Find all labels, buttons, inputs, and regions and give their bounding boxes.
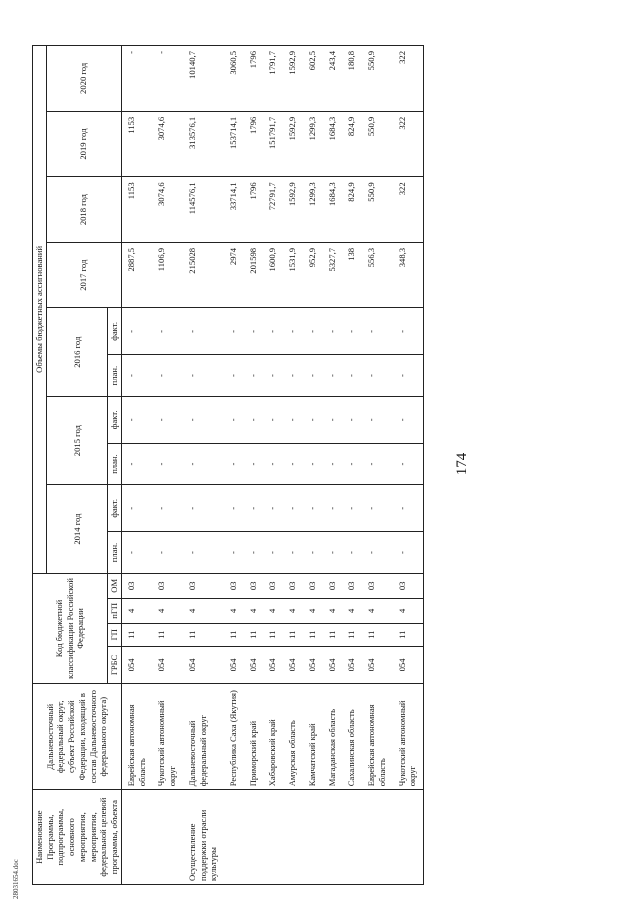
cell-fact-2015: - — [121, 396, 152, 443]
cell-fact-2016: - — [342, 308, 362, 355]
cell-2020: 3060,5 — [224, 46, 244, 112]
cell-grbs: 054 — [283, 646, 303, 683]
row-name: Осуществление поддержки отрасли культуры — [183, 790, 224, 885]
cell-fact-2014: - — [224, 485, 244, 532]
cell-om: 03 — [244, 573, 264, 598]
cell-2019: 151791,7 — [263, 111, 283, 177]
row-name — [224, 790, 244, 885]
cell-grbs: 054 — [121, 646, 152, 683]
cell-grbs: 054 — [303, 646, 323, 683]
cell-plan-2014: - — [152, 532, 182, 574]
row-region: Амурская область — [283, 684, 303, 790]
cell-om: 03 — [121, 573, 152, 598]
cell-plan-2015: - — [362, 443, 392, 485]
header-year-2016: 2016 год — [46, 308, 107, 396]
cell-plan-2016: - — [393, 355, 424, 397]
row-region: Магаданская область — [323, 684, 343, 790]
cell-fact-2014: - — [362, 485, 392, 532]
cell-2017: 556,3 — [362, 242, 392, 308]
header-year-2018: 2018 год — [46, 177, 121, 243]
cell-om: 03 — [263, 573, 283, 598]
cell-gp: 11 — [362, 623, 392, 646]
cell-plan-2015: - — [183, 443, 224, 485]
cell-plan-2014: - — [303, 532, 323, 574]
cell-2019: 824,9 — [342, 111, 362, 177]
cell-fact-2015: - — [152, 396, 182, 443]
table-row — [323, 46, 343, 885]
cell-fact-2016: - — [152, 308, 182, 355]
row-name — [244, 790, 264, 885]
cell-plan-2014: - — [393, 532, 424, 574]
cell-fact-2014: - — [263, 485, 283, 532]
header-year-2019: 2019 год — [46, 111, 121, 177]
table-row — [152, 46, 182, 885]
cell-plan-2016: - — [303, 355, 323, 397]
header-volumes-group: Объемы бюджетных ассигнований — [33, 46, 47, 574]
cell-2017: 1106,9 — [152, 242, 182, 308]
cell-fact-2016: - — [121, 308, 152, 355]
cell-plan-2016: - — [224, 355, 244, 397]
row-name — [393, 790, 424, 885]
cell-pgp: 4 — [303, 598, 323, 623]
cell-fact-2016: - — [183, 308, 224, 355]
row-name — [323, 790, 343, 885]
row-name — [303, 790, 323, 885]
header-fact-2016: факт. — [108, 308, 122, 355]
header-fact-2015: факт. — [108, 396, 122, 443]
cell-fact-2015: - — [303, 396, 323, 443]
header-plan-2016: план. — [108, 355, 122, 397]
cell-grbs: 054 — [342, 646, 362, 683]
cell-pgp: 4 — [263, 598, 283, 623]
header-region-column: Дальневосточный федеральный округ, субъект Российской Федерации, входящий в состав Дальневосточного федерального округа) — [33, 684, 122, 790]
cell-fact-2016: - — [224, 308, 244, 355]
cell-2018: 824,9 — [342, 177, 362, 243]
cell-2020: 180,8 — [342, 46, 362, 112]
cell-2018: 1153 — [121, 177, 152, 243]
cell-fact-2015: - — [283, 396, 303, 443]
cell-plan-2016: - — [263, 355, 283, 397]
cell-plan-2014: - — [283, 532, 303, 574]
cell-plan-2016: - — [244, 355, 264, 397]
cell-2017: 5327,7 — [323, 242, 343, 308]
cell-grbs: 054 — [224, 646, 244, 683]
table-row — [303, 46, 323, 885]
cell-om: 03 — [152, 573, 182, 598]
cell-2018: 550,9 — [362, 177, 392, 243]
cell-fact-2016: - — [283, 308, 303, 355]
cell-fact-2016: - — [263, 308, 283, 355]
cell-fact-2014: - — [244, 485, 264, 532]
header-year-2020: 2020 год — [46, 46, 121, 112]
cell-fact-2015: - — [323, 396, 343, 443]
cell-plan-2016: - — [152, 355, 182, 397]
row-region: Хабаровский край — [263, 684, 283, 790]
cell-2019: 1684,3 — [323, 111, 343, 177]
header-name-column: Наименование Программы, подпрограммы, основного мероприятия, мероприятия, федеральной целевой программы, объекта — [33, 790, 122, 885]
row-name — [362, 790, 392, 885]
cell-plan-2015: - — [303, 443, 323, 485]
cell-plan-2015: - — [121, 443, 152, 485]
cell-gp: 11 — [183, 623, 224, 646]
cell-gp: 11 — [263, 623, 283, 646]
cell-2019: 1299,3 — [303, 111, 323, 177]
cell-fact-2016: - — [244, 308, 264, 355]
cell-grbs: 054 — [362, 646, 392, 683]
cell-plan-2016: - — [183, 355, 224, 397]
cell-2017: 1600,9 — [263, 242, 283, 308]
cell-2019: 550,9 — [362, 111, 392, 177]
cell-pgp: 4 — [323, 598, 343, 623]
header-plan-2014: план. — [108, 532, 122, 574]
table-row — [183, 46, 224, 885]
cell-2020: - — [152, 46, 182, 112]
cell-fact-2016: - — [393, 308, 424, 355]
cell-2019: 1592,9 — [283, 111, 303, 177]
cell-grbs: 054 — [323, 646, 343, 683]
cell-gp: 11 — [283, 623, 303, 646]
cell-gp: 11 — [224, 623, 244, 646]
cell-grbs: 054 — [393, 646, 424, 683]
cell-om: 03 — [362, 573, 392, 598]
cell-plan-2015: - — [283, 443, 303, 485]
cell-pgp: 4 — [362, 598, 392, 623]
cell-om: 03 — [283, 573, 303, 598]
cell-grbs: 054 — [244, 646, 264, 683]
doc-reference: 28031654.doc — [12, 859, 20, 899]
cell-2017: 2887,5 — [121, 242, 152, 308]
cell-gp: 11 — [244, 623, 264, 646]
table-row — [393, 46, 424, 885]
cell-plan-2016: - — [323, 355, 343, 397]
cell-plan-2016: - — [362, 355, 392, 397]
cell-fact-2014: - — [283, 485, 303, 532]
row-region: Республика Саха (Якутия) — [224, 684, 244, 790]
row-name — [342, 790, 362, 885]
cell-gp: 11 — [303, 623, 323, 646]
row-region: Еврейская автономная область — [362, 684, 392, 790]
cell-pgp: 4 — [244, 598, 264, 623]
cell-pgp: 4 — [183, 598, 224, 623]
cell-pgp: 4 — [224, 598, 244, 623]
cell-2020: 243,4 — [323, 46, 343, 112]
cell-fact-2015: - — [342, 396, 362, 443]
header-code-group: Код бюджетной классификации Российской Федерации — [33, 573, 108, 683]
cell-fact-2015: - — [263, 396, 283, 443]
cell-gp: 11 — [121, 623, 152, 646]
cell-fact-2016: - — [362, 308, 392, 355]
cell-pgp: 4 — [393, 598, 424, 623]
cell-2019: 1153 — [121, 111, 152, 177]
cell-plan-2014: - — [224, 532, 244, 574]
cell-pgp: 4 — [283, 598, 303, 623]
cell-2018: 1299,3 — [303, 177, 323, 243]
table-row — [121, 46, 152, 885]
cell-fact-2015: - — [244, 396, 264, 443]
cell-fact-2014: - — [342, 485, 362, 532]
cell-plan-2014: - — [244, 532, 264, 574]
row-region: Чукотский автономный округ — [152, 684, 182, 790]
cell-2019: 153714,1 — [224, 111, 244, 177]
row-name — [283, 790, 303, 885]
cell-2019: 3074,6 — [152, 111, 182, 177]
cell-plan-2015: - — [244, 443, 264, 485]
table-row — [283, 46, 303, 885]
cell-pgp: 4 — [121, 598, 152, 623]
cell-2020: 550,9 — [362, 46, 392, 112]
budget-table — [32, 45, 424, 885]
row-name — [263, 790, 283, 885]
cell-fact-2016: - — [303, 308, 323, 355]
table-row — [263, 46, 283, 885]
cell-plan-2014: - — [323, 532, 343, 574]
table-row — [362, 46, 392, 885]
cell-2018: 1796 — [244, 177, 264, 243]
cell-plan-2014: - — [263, 532, 283, 574]
row-region: Приморский край — [244, 684, 264, 790]
cell-grbs: 054 — [152, 646, 182, 683]
cell-2017: 201598 — [244, 242, 264, 308]
cell-grbs: 054 — [263, 646, 283, 683]
cell-om: 03 — [183, 573, 224, 598]
cell-2017: 952,9 — [303, 242, 323, 308]
row-region: Дальневосточный федеральный округ — [183, 684, 224, 790]
row-region: Еврейская автономная область — [121, 684, 152, 790]
cell-om: 03 — [342, 573, 362, 598]
row-name — [152, 790, 182, 885]
cell-plan-2016: - — [283, 355, 303, 397]
cell-pgp: 4 — [342, 598, 362, 623]
cell-2017: 215028 — [183, 242, 224, 308]
table-row — [244, 46, 264, 885]
cell-2018: 72791,7 — [263, 177, 283, 243]
cell-fact-2015: - — [183, 396, 224, 443]
cell-pgp: 4 — [152, 598, 182, 623]
cell-fact-2014: - — [323, 485, 343, 532]
cell-gp: 11 — [342, 623, 362, 646]
cell-fact-2014: - — [152, 485, 182, 532]
cell-fact-2015: - — [362, 396, 392, 443]
cell-om: 03 — [323, 573, 343, 598]
cell-om: 03 — [393, 573, 424, 598]
cell-om: 03 — [224, 573, 244, 598]
cell-2017: 348,3 — [393, 242, 424, 308]
cell-fact-2014: - — [393, 485, 424, 532]
cell-2019: 313576,1 — [183, 111, 224, 177]
cell-fact-2015: - — [224, 396, 244, 443]
cell-plan-2014: - — [121, 532, 152, 574]
row-region: Чукотский автономный округ — [393, 684, 424, 790]
row-name — [121, 790, 152, 885]
cell-plan-2014: - — [183, 532, 224, 574]
cell-2020: 1592,9 — [283, 46, 303, 112]
cell-plan-2015: - — [152, 443, 182, 485]
cell-2020: - — [121, 46, 152, 112]
cell-2020: 1796 — [244, 46, 264, 112]
cell-2019: 1796 — [244, 111, 264, 177]
cell-plan-2015: - — [342, 443, 362, 485]
cell-2017: 138 — [342, 242, 362, 308]
cell-2020: 10140,7 — [183, 46, 224, 112]
header-year-2014: 2014 год — [46, 485, 107, 573]
cell-fact-2014: - — [121, 485, 152, 532]
cell-plan-2015: - — [263, 443, 283, 485]
cell-gp: 11 — [393, 623, 424, 646]
cell-2018: 1684,3 — [323, 177, 343, 243]
cell-2020: 1791,7 — [263, 46, 283, 112]
cell-plan-2016: - — [342, 355, 362, 397]
row-region: Сахалинская область — [342, 684, 362, 790]
cell-fact-2016: - — [323, 308, 343, 355]
cell-plan-2015: - — [323, 443, 343, 485]
cell-gp: 11 — [323, 623, 343, 646]
cell-2017: 1531,9 — [283, 242, 303, 308]
cell-plan-2015: - — [224, 443, 244, 485]
table-row — [342, 46, 362, 885]
cell-grbs: 054 — [183, 646, 224, 683]
table-body — [121, 46, 423, 885]
cell-2020: 322 — [393, 46, 424, 112]
header-year-2015: 2015 год — [46, 396, 107, 484]
cell-2018: 3074,6 — [152, 177, 182, 243]
cell-plan-2014: - — [342, 532, 362, 574]
header-grbs: ГРБС — [108, 646, 122, 683]
header-fact-2014: факт. — [108, 485, 122, 532]
cell-2019: 322 — [393, 111, 424, 177]
header-year-2017: 2017 год — [46, 242, 121, 308]
cell-2018: 33714,1 — [224, 177, 244, 243]
header-pgp: пГП — [108, 598, 122, 623]
cell-2018: 322 — [393, 177, 424, 243]
cell-2020: 602,5 — [303, 46, 323, 112]
row-region: Камчатский край — [303, 684, 323, 790]
table-row — [224, 46, 244, 885]
cell-gp: 11 — [152, 623, 182, 646]
header-gp: ГП — [108, 623, 122, 646]
page-number: 174 — [454, 452, 470, 476]
cell-plan-2016: - — [121, 355, 152, 397]
cell-2018: 114576,1 — [183, 177, 224, 243]
cell-2017: 2974 — [224, 242, 244, 308]
cell-fact-2014: - — [303, 485, 323, 532]
cell-fact-2015: - — [393, 396, 424, 443]
cell-fact-2014: - — [183, 485, 224, 532]
cell-om: 03 — [303, 573, 323, 598]
header-plan-2015: план. — [108, 443, 122, 485]
cell-plan-2015: - — [393, 443, 424, 485]
header-om: ОМ — [108, 573, 122, 598]
cell-plan-2014: - — [362, 532, 392, 574]
cell-2018: 1592,9 — [283, 177, 303, 243]
